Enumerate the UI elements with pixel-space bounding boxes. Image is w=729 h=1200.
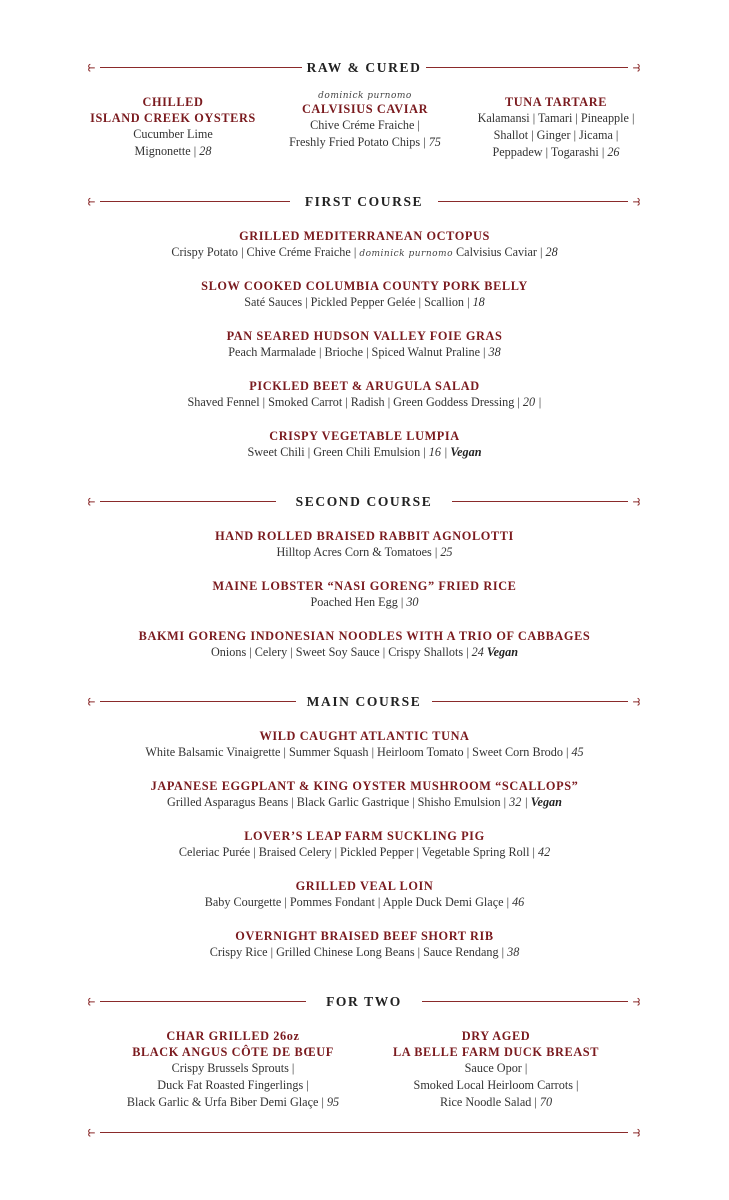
dish-price: 24 [471, 645, 484, 659]
dish-name: LA BELLE FARM DUCK BREAST [392, 1045, 600, 1059]
vegan-label: Vegan [530, 795, 562, 809]
flourish-ornament-icon: ⥼ [631, 194, 642, 209]
flourish-ornament-icon: ⥼ [631, 60, 642, 75]
dish-name: GRILLED VEAL LOIN [295, 879, 434, 893]
dish-price: 16 | [428, 445, 448, 459]
dish-name: MAINE LOBSTER “NASI GORENG” FRIED RICE [212, 579, 517, 593]
section-title-first: FIRST COURSE [304, 194, 424, 209]
dish-name: OVERNIGHT BRAISED BEEF SHORT RIB [235, 929, 494, 943]
dish-name: PAN SEARED HUDSON VALLEY FOIE GRAS [226, 329, 503, 343]
dish-price: 95 [326, 1095, 340, 1109]
dish-pork-belly [0, 278, 729, 311]
dish-description: Poached Hen Egg | 30 [310, 595, 419, 609]
dish-cote-de-boeuf [100, 1028, 366, 1111]
flourish-ornament-icon: ⥼ [86, 694, 97, 709]
dish-price: 28 [545, 245, 558, 259]
dish-veal-loin [0, 878, 729, 911]
dish-description: Black Garlic & Urfa Biber Demi Glaçe | 95 [126, 1095, 340, 1109]
flourish-ornament-icon: ⥼ [631, 1125, 642, 1140]
dish-price: 75 [428, 135, 441, 149]
dish-price: 46 [512, 895, 525, 909]
dish-nasi-goreng [0, 578, 729, 611]
dish-name: DRY AGED [461, 1029, 531, 1043]
dish-suckling-pig [0, 828, 729, 861]
section-title-main: MAIN COURSE [306, 694, 422, 709]
flourish-ornament-icon: ⥼ [86, 1125, 97, 1140]
dish-description: Hilltop Acres Corn & Tomatoes | 25 [276, 545, 453, 559]
dish-oysters [80, 94, 266, 160]
dish-description: Crispy Brussels Sprouts | [171, 1061, 295, 1075]
dish-name: CRISPY VEGETABLE LUMPIA [269, 429, 460, 443]
dish-description: Rice Noodle Salad | 70 [439, 1095, 553, 1109]
dish-duck-breast [380, 1028, 612, 1111]
dish-price: 20 | [522, 395, 542, 409]
dish-name: CALVISIUS CAVIAR [301, 102, 429, 116]
dish-description: Mignonette | 28 [134, 144, 212, 158]
dish-name: BAKMI GORENG INDONESIAN NOODLES WITH A TRIO OF CABBAGES [138, 629, 591, 643]
dish-agnolotti [0, 528, 729, 561]
dish-description: Saté Sauces | Pickled Pepper Gelée | Scallion | 18 [244, 295, 485, 309]
dish-description: Chive Créme Fraiche | [310, 118, 420, 132]
dish-name: ISLAND CREEK OYSTERS [90, 111, 256, 125]
divider-rule [422, 1001, 628, 1002]
flourish-ornament-icon: ⥼ [86, 994, 97, 1009]
dish-name: PICKLED BEET & ARUGULA SALAD [249, 379, 480, 393]
dish-description: White Balsamic Vinaigrette | Summer Squash | Heirloom Tomato | Sweet Corn Brodo | 45 [145, 745, 584, 759]
dish-price: 45 [571, 745, 584, 759]
section-title-raw: RAW & CURED [306, 60, 422, 75]
divider-rule [438, 201, 628, 202]
dish-description: Peach Marmalade | Brioche | Spiced Walnut Praline | 38 [228, 345, 501, 359]
section-title-second: SECOND COURSE [295, 494, 433, 509]
dish-beet-salad [0, 378, 729, 411]
dish-description: Crispy Rice | Grilled Chinese Long Beans | Sauce Rendang | 38 [209, 945, 520, 959]
flourish-ornament-icon: ⥼ [631, 994, 642, 1009]
dish-description: Cucumber Lime [133, 127, 213, 141]
dish-price: 70 [539, 1095, 553, 1109]
dish-lumpia [0, 428, 729, 461]
dish-description: Onions | Celery | Sweet Soy Sauce | Crispy Shallots | 24 Vegan [211, 645, 518, 659]
dish-price: 28 [199, 144, 212, 158]
dish-name: CHILLED [142, 95, 204, 109]
dish-name: BLACK ANGUS CÔTE DE BŒUF [132, 1045, 334, 1059]
dish-foie-gras [0, 328, 729, 361]
script-signature: dominick purnomo [359, 249, 453, 259]
dish-description: Celeriac Purée | Braised Celery | Pickled Pepper | Vegetable Spring Roll | 42 [178, 845, 551, 859]
section-divider-second [86, 492, 642, 512]
flourish-ornament-icon: ⥼ [631, 494, 642, 509]
bottom-divider [86, 1123, 642, 1143]
dish-price: 38 [507, 945, 520, 959]
dish-description: Sauce Opor | [464, 1061, 528, 1075]
flourish-ornament-icon: ⥼ [631, 694, 642, 709]
dish-short-rib [0, 928, 729, 961]
dish-name: WILD CAUGHT ATLANTIC TUNA [259, 729, 470, 743]
dish-eggplant-scallops [0, 778, 729, 811]
dish-description: Kalamansi | Tamari | Pineapple | [477, 111, 635, 125]
divider-rule [426, 67, 628, 68]
dish-price: 32 | [509, 795, 528, 809]
dish-description: Shallot | Ginger | Jicama | [493, 128, 619, 142]
dish-name: SLOW COOKED COLUMBIA COUNTY PORK BELLY [201, 279, 528, 293]
dish-price: 38 [488, 345, 501, 359]
section-divider-fortwo [86, 992, 642, 1012]
section-title-fortwo: FOR TWO [326, 994, 402, 1009]
dish-description: Sweet Chili | Green Chili Emulsion | 16 | Vegan [247, 445, 482, 459]
dish-bakmi-goreng [0, 628, 729, 661]
divider-rule [432, 701, 628, 702]
dish-atlantic-tuna [0, 728, 729, 761]
section-divider-main [86, 692, 642, 712]
section-divider-first [86, 192, 642, 212]
divider-rule [100, 1132, 628, 1133]
dish-description: Smoked Local Heirloom Carrots | [413, 1078, 579, 1092]
dish-price: 18 [472, 295, 485, 309]
dish-name: HAND ROLLED BRAISED RABBIT AGNOLOTTI [215, 529, 514, 543]
dish-caviar [265, 91, 465, 151]
flourish-ornament-icon: ⥼ [86, 494, 97, 509]
dish-name: JAPANESE EGGPLANT & KING OYSTER MUSHROOM “SCALLOPS” [150, 779, 579, 793]
dish-price: 26 [607, 145, 620, 159]
dish-description: Shaved Fennel | Smoked Carrot | Radish | Green Goddess Dressing | 20 | [187, 395, 542, 409]
vegan-label: Vegan [486, 645, 518, 659]
dish-name: GRILLED MEDITERRANEAN OCTOPUS [239, 229, 490, 243]
dish-price: 30 [406, 595, 419, 609]
dish-description: Baby Courgette | Pommes Fondant | Apple Duck Demi Glaçe | 46 [204, 895, 525, 909]
divider-rule [452, 501, 628, 502]
section-divider-raw [86, 58, 642, 78]
flourish-ornament-icon: ⥼ [86, 194, 97, 209]
dish-name: TUNA TARTARE [504, 95, 608, 109]
dish-name: LOVER’S LEAP FARM SUCKLING PIG [244, 829, 485, 843]
dish-octopus [0, 228, 729, 261]
script-signature: dominick purnomo [318, 91, 412, 101]
dish-price: 25 [440, 545, 453, 559]
dish-description: Crispy Potato | Chive Créme Fraiche | dominick purnomo Calvisius Caviar | 28 [171, 245, 558, 259]
vegan-label: Vegan [450, 445, 482, 459]
dish-name: CHAR GRILLED 26oz [166, 1029, 300, 1043]
dish-description: Freshly Fried Potato Chips | 75 [289, 135, 441, 149]
dish-price: 42 [537, 845, 551, 859]
dish-description: Grilled Asparagus Beans | Black Garlic Gastrique | Shisho Emulsion | 32 | Vegan [167, 795, 562, 809]
flourish-ornament-icon: ⥼ [86, 60, 97, 75]
dish-tuna-tartare [460, 94, 652, 161]
dish-description: Peppadew | Togarashi | 26 [492, 145, 620, 159]
dish-description: Duck Fat Roasted Fingerlings | [157, 1078, 309, 1092]
